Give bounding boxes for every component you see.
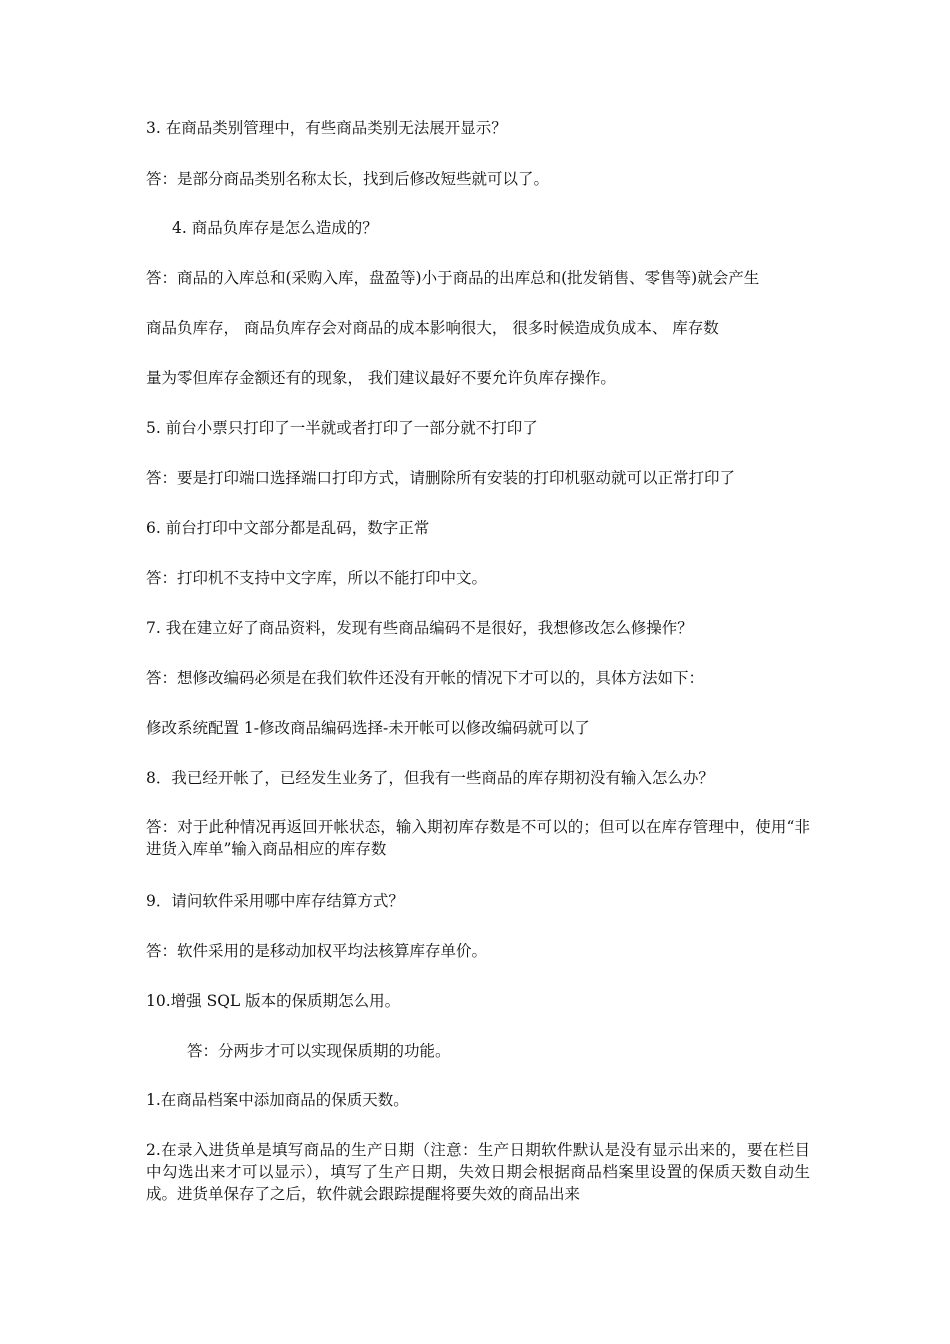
question-10: 10.增强 SQL 版本的保质期怎么用。 — [146, 992, 401, 1010]
question-6: 6. 前台打印中文部分都是乱码，数字正常 — [146, 519, 430, 537]
question-9: 9．请问软件采用哪中库存结算方式？ — [146, 892, 404, 910]
answer-6: 答：打印机不支持中文字库，所以不能打印中文。 — [146, 569, 488, 587]
answer-10-step-2: 2.在录入进货单是填写商品的生产日期（注意：生产日期软件默认是没有显示出来的，要在栏目中勾选出来才可以显示），填写了生产日期，失效日期会根据商品档案里设置的保质天数自动生成。进货单保存了之后，软件就会跟踪提醒将要失效的商品出来 — [146, 1141, 810, 1203]
question-5: 5. 前台小票只打印了一半就或者打印了一部分就不打印了 — [146, 419, 538, 437]
answer-7: 答：想修改编码必须是在我们软件还没有开帐的情况下才可以的，具体方法如下： — [146, 669, 705, 687]
answer-7-steps: 修改系统配置 1-修改商品编码选择-未开帐可以修改编码就可以了 — [146, 719, 590, 737]
answer-10: 答：分两步才可以实现保质期的功能。 — [187, 1042, 451, 1060]
answer-4-line-3: 量为零但库存金额还有的现象， 我们建议最好不要允许负库存操作。 — [146, 369, 616, 387]
answer-5: 答：要是打印端口选择端口打印方式，请删除所有安装的打印机驱动就可以正常打印了 — [146, 469, 736, 487]
answer-8: 答：对于此种情况再返回开帐状态，输入期初库存数是不可以的；但可以在库存管理中，使用“非进货入库单”输入商品相应的库存数 — [146, 818, 810, 858]
question-3: 3. 在商品类别管理中，有些商品类别无法展开显示？ — [146, 119, 507, 137]
question-8: 8．我已经开帐了，已经发生业务了，但我有一些商品的库存期初没有输入怎么办？ — [146, 769, 714, 787]
answer-3: 答：是部分商品类别名称太长，找到后修改短些就可以了。 — [146, 170, 550, 188]
answer-9: 答：软件采用的是移动加权平均法核算库存单价。 — [146, 942, 488, 960]
answer-10-step-1: 1.在商品档案中添加商品的保质天数。 — [146, 1091, 409, 1109]
answer-4-line-2: 商品负库存， 商品负库存会对商品的成本影响很大， 很多时候造成负成本、 库存数 — [146, 319, 719, 337]
question-7: 7. 我在建立好了商品资料，发现有些商品编码不是很好，我想修改怎么修操作？ — [146, 619, 693, 637]
question-4: 4. 商品负库存是怎么造成的？ — [172, 219, 378, 237]
answer-4-line-1: 答：商品的入库总和(采购入库，盘盈等)小于商品的出库总和(批发销售、零售等)就会产生 — [146, 269, 760, 287]
